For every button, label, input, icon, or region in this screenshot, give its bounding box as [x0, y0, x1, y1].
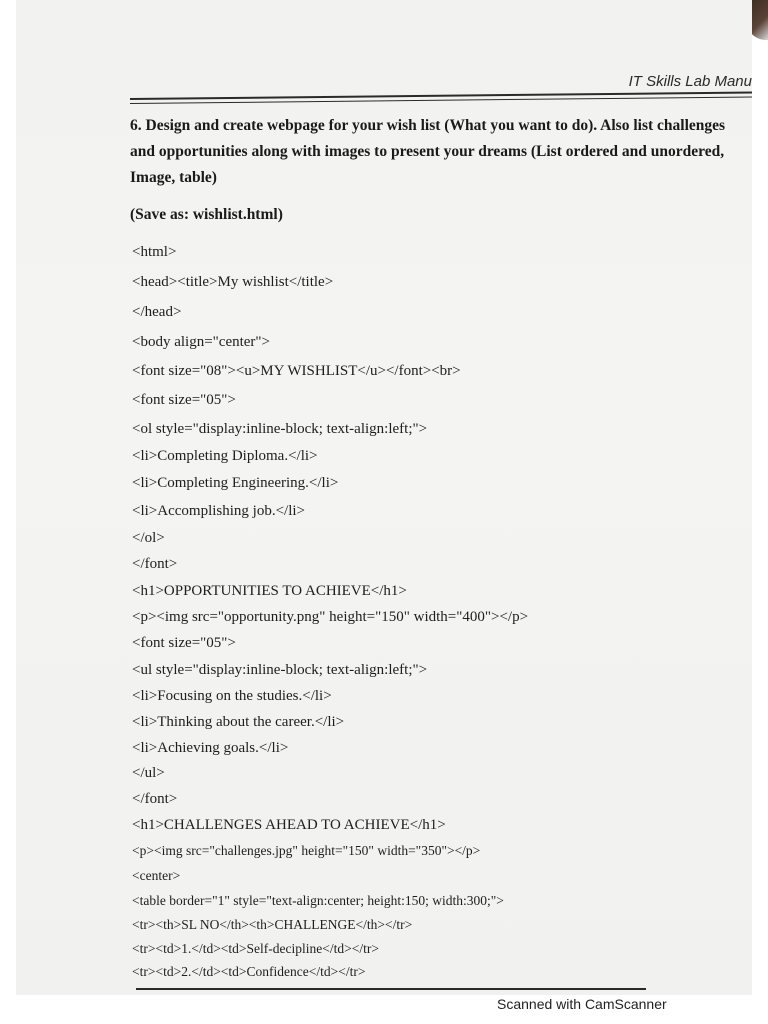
code-line: <li>Achieving goals.</li> — [132, 740, 289, 756]
code-line: <li>Completing Engineering.</li> — [132, 475, 339, 491]
code-line: </ul> — [132, 765, 165, 781]
code-line: <table border="1" style="text-align:center; height:150; width:300;"> — [132, 893, 504, 908]
code-line: <li>Accomplishing job.</li> — [132, 503, 305, 519]
code-line: </font> — [132, 556, 178, 572]
code-line: <ul style="display:inline-block; text-align:left;"> — [132, 662, 428, 678]
code-line: <font size="05"> — [132, 635, 236, 651]
header-rule — [130, 91, 752, 100]
code-line: <li>Thinking about the career.</li> — [132, 714, 345, 730]
manual-header: IT Skills Lab Manu — [628, 73, 752, 90]
code-line: <head><title>My wishlist</title> — [132, 274, 334, 290]
code-line: <h1>CHALLENGES AHEAD TO ACHIEVE</h1> — [132, 817, 446, 833]
code-line: <tr><td>1.</td><td>Self-decipline</td></tr> — [132, 941, 379, 956]
code-line: <h1>OPPORTUNITIES TO ACHIEVE</h1> — [132, 583, 407, 599]
footer-rule — [136, 988, 646, 990]
code-line: <tr><td>2.</td><td>Confidence</td></tr> — [132, 964, 366, 979]
code-line: <ol style="display:inline-block; text-align:left;"> — [132, 421, 428, 437]
task-statement: 6. Design and create webpage for your wish list (What you want to do). Also list challenges and opportunities along with images to present your dreams (List ordered and unordered, Image, table) — [130, 117, 726, 186]
code-line: </head> — [132, 304, 182, 320]
code-line: <tr><th>SL NO</th><th>CHALLENGE</th></tr> — [132, 917, 413, 932]
code-line: <li>Focusing on the studies.</li> — [132, 688, 332, 704]
code-line: <body align="center"> — [132, 334, 271, 350]
code-line: </ol> — [132, 530, 165, 546]
code-line: </font> — [132, 791, 178, 807]
code-line: <center> — [132, 868, 181, 883]
code-line: <li>Completing Diploma.</li> — [132, 448, 318, 464]
save-as-note: (Save as: wishlist.html) — [130, 206, 283, 223]
code-line: <p><img src="opportunity.png" height="150" width="400"></p> — [132, 609, 529, 625]
code-line: <p><img src="challenges.jpg" height="150" width="350"></p> — [132, 843, 481, 858]
code-line: <font size="08"><u>MY WISHLIST</u></font><br> — [132, 363, 461, 379]
code-line: <html> — [132, 244, 177, 260]
scanner-watermark: Scanned with CamScanner — [497, 996, 667, 1012]
document-page — [16, 0, 752, 995]
code-line: <font size="05"> — [132, 392, 236, 408]
